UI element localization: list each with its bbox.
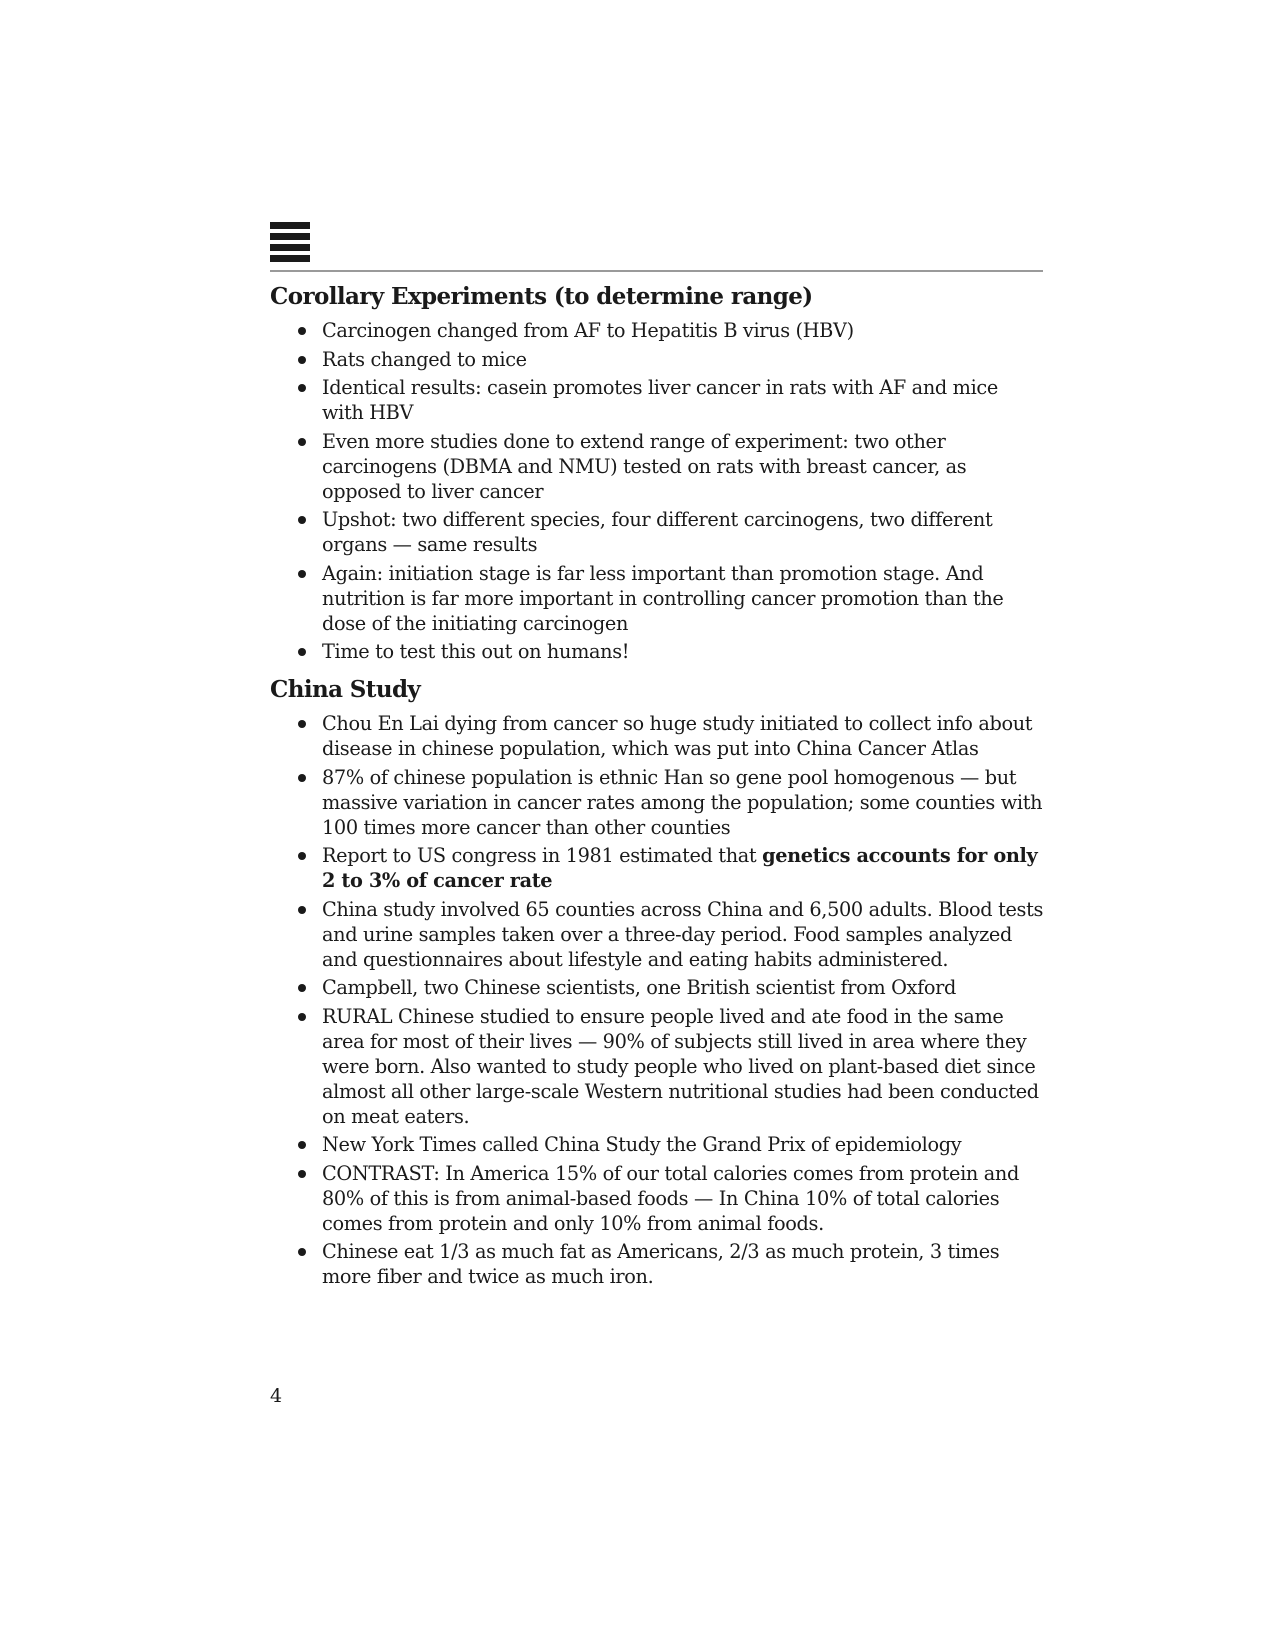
list-item bbox=[270, 765, 1043, 840]
list-item-text: Chinese eat 1/3 as much fat as Americans, 2/3 as much protein, 3 times more fiber and twice as much iron. bbox=[322, 1240, 1000, 1288]
list-item bbox=[270, 1004, 1043, 1129]
list-item bbox=[270, 561, 1043, 636]
list-item-text: Rats changed to mice bbox=[322, 347, 527, 371]
list-item bbox=[270, 975, 1043, 1000]
bullet-icon bbox=[298, 906, 306, 914]
list-item-text: Even more studies done to extend range of experiment: two other carcinogens (DBMA and NMU) tested on rats with breast cancer, as opposed to liver cancer bbox=[322, 429, 967, 503]
hamburger-menu-icon bbox=[270, 222, 310, 262]
bullet-icon bbox=[298, 774, 306, 782]
list-item bbox=[270, 1132, 1043, 1157]
bullet-icon bbox=[298, 1248, 306, 1256]
list-item-text: Time to test this out on humans! bbox=[322, 640, 630, 663]
bullet-icon bbox=[298, 384, 306, 392]
list-item-text: Again: initiation stage is far less important than promotion stage. And nutrition is far more important in controlling cancer promotion than the dose of the initiating carcinogen bbox=[322, 561, 1004, 635]
list-item bbox=[270, 507, 1043, 557]
list-item-text: China study involved 65 counties across China and 6,500 adults. Blood tests and urine samples taken over a three-day period. Food samples analyzed and questionnaires about lifestyle and eating habits administered. bbox=[322, 897, 1044, 971]
bullet-icon bbox=[298, 852, 306, 860]
bullet-icon bbox=[298, 1170, 306, 1178]
bullet-icon bbox=[298, 356, 306, 364]
list-item-text: Report to US congress in 1981 estimated that bbox=[322, 844, 763, 867]
bullet-icon bbox=[298, 438, 306, 446]
list-item-text: New York Times called China Study the Grand Prix of epidemiology bbox=[322, 1133, 962, 1156]
list-item bbox=[270, 429, 1043, 504]
list-item bbox=[270, 318, 1043, 343]
list-item bbox=[270, 711, 1043, 761]
list-item-text: CONTRAST: In America 15% of our total calories comes from protein and 80% of this is from animal-based foods — In China 10% of total calories comes from protein and only 10% from animal foods. bbox=[322, 1161, 1019, 1235]
section-china-study bbox=[270, 675, 1043, 1293]
list-item-emphasis: genetics accounts for only 2 to 3% of cancer rate bbox=[322, 844, 1038, 892]
list-item bbox=[270, 375, 1043, 425]
list-item bbox=[270, 347, 1043, 372]
list-item-text: Carcinogen changed from AF to Hepatitis B virus (HBV) bbox=[322, 319, 854, 342]
list-item-text: 87% of chinese population is ethnic Han so gene pool homogenous — but massive variation in cancer rates among the population; some counties with 100 times more cancer than other counties bbox=[322, 765, 1043, 839]
bullet-icon bbox=[298, 327, 306, 335]
bullet-list bbox=[270, 318, 1043, 664]
list-item-text: Chou En Lai dying from cancer so huge study initiated to collect info about disease in chinese population, which was put into China Cancer Atlas bbox=[322, 712, 1033, 760]
section-corollary-experiments bbox=[270, 282, 1043, 668]
bullet-icon bbox=[298, 570, 306, 578]
bullet-icon bbox=[298, 984, 306, 992]
list-item bbox=[270, 1161, 1043, 1236]
list-item bbox=[270, 639, 1043, 664]
bullet-icon bbox=[298, 516, 306, 524]
list-item-text: RURAL Chinese studied to ensure people lived and ate food in the same area for most of their lives — 90% of subjects still lived in area where they were born. Also wanted to study people who lived on plant-based diet since almost all other large-scale Western nutritional studies had been conducted on meat eaters. bbox=[322, 1004, 1039, 1128]
list-item bbox=[270, 897, 1043, 972]
list-item-text: Identical results: casein promotes liver cancer in rats with AF and mice with HBV bbox=[322, 376, 998, 424]
page-number: 4 bbox=[270, 1385, 283, 1407]
bullet-icon bbox=[298, 1013, 306, 1021]
bullet-icon bbox=[298, 1141, 306, 1149]
section-heading: Corollary Experiments (to determine range) bbox=[270, 283, 813, 310]
list-item-text: Campbell, two Chinese scientists, one British scientist from Oxford bbox=[322, 976, 956, 999]
list-item bbox=[270, 843, 1043, 893]
bullet-icon bbox=[298, 648, 306, 656]
list-item-text: Upshot: two different species, four different carcinogens, two different organs — same results bbox=[322, 508, 993, 556]
header-divider bbox=[270, 270, 1043, 272]
list-item bbox=[270, 1239, 1043, 1289]
section-heading: China Study bbox=[270, 676, 421, 703]
bullet-icon bbox=[298, 720, 306, 728]
bullet-list bbox=[270, 711, 1043, 1289]
